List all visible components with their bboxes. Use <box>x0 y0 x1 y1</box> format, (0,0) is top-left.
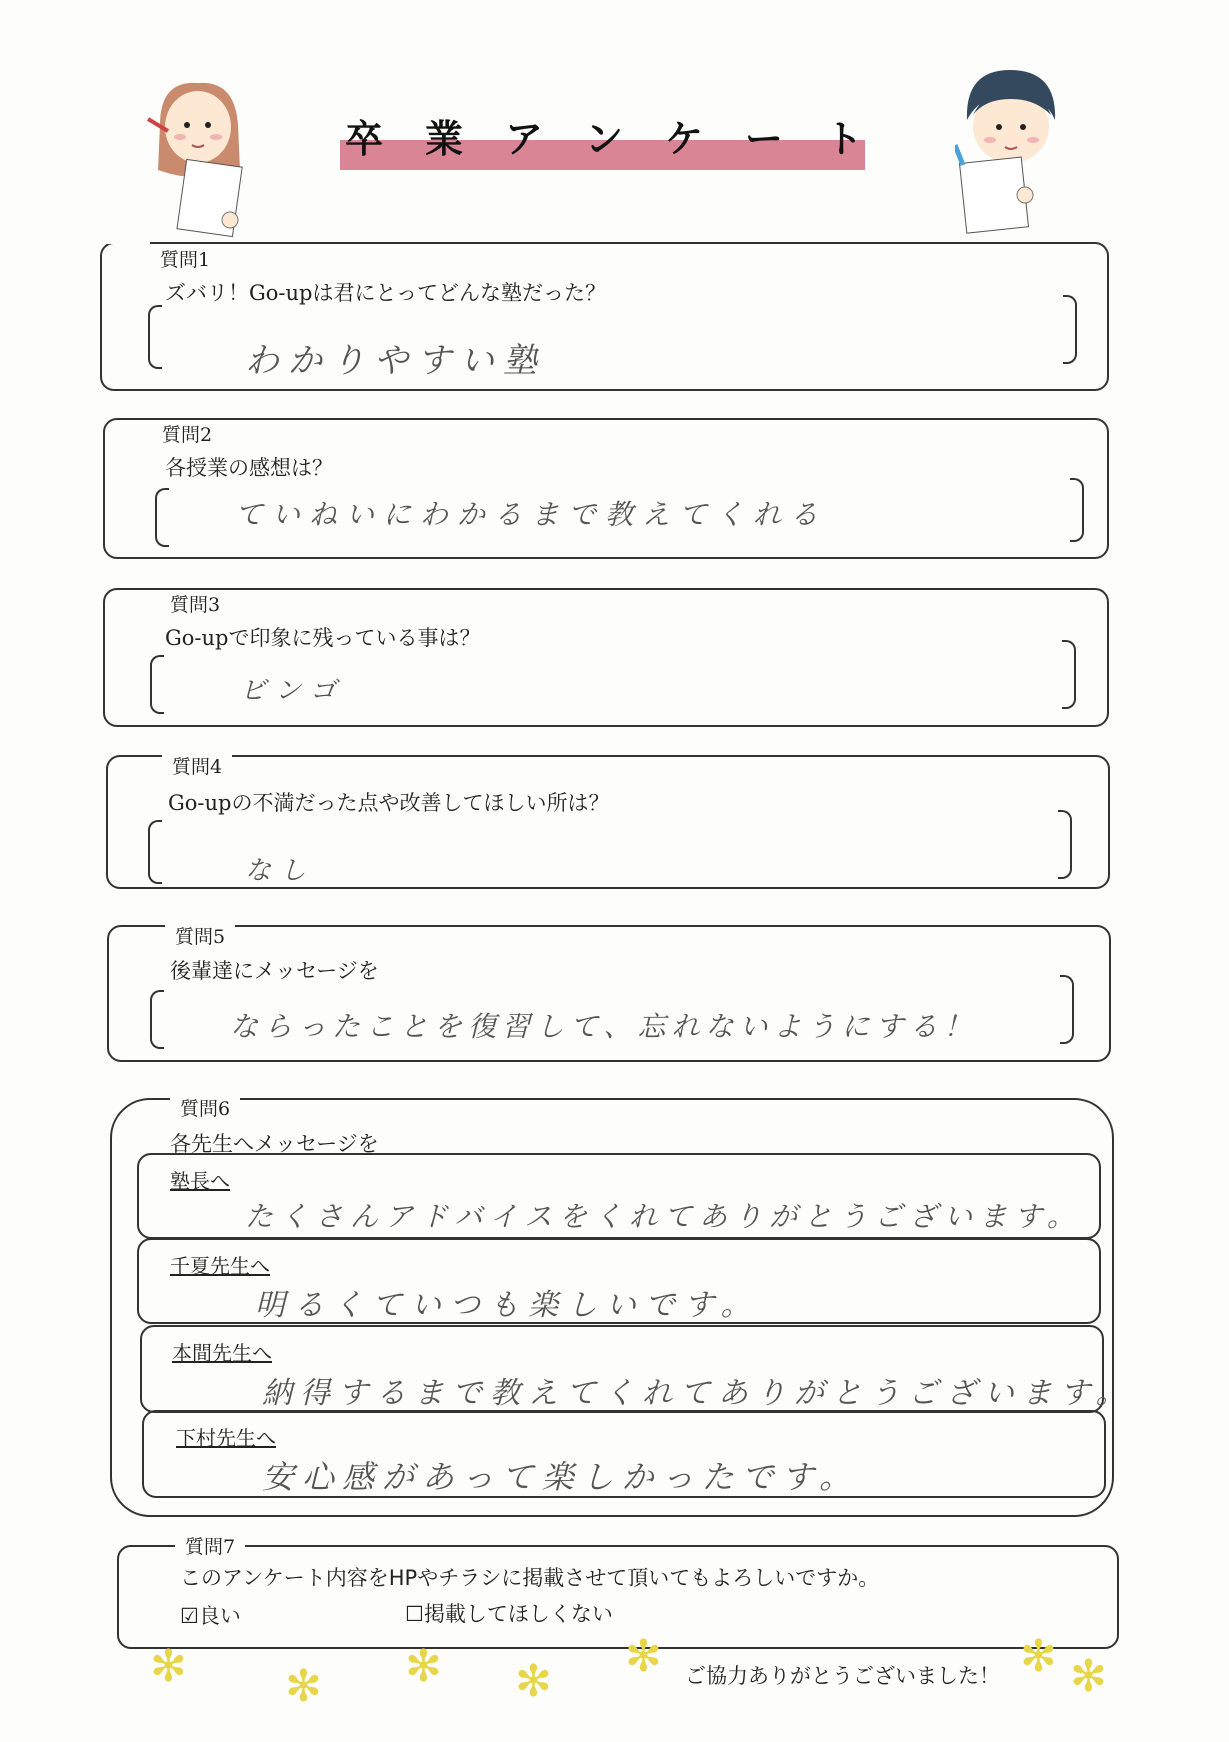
teacher-message: 安心感があって楽しかったです。 <box>262 1458 860 1496</box>
title-char: ン <box>584 117 625 161</box>
boy-illustration <box>955 65 1070 235</box>
header-line <box>100 242 150 244</box>
checkbox-checked-icon[interactable]: ☑ <box>180 1604 199 1628</box>
question-7-text: このアンケート内容をHPやチラシに掲載させて頂いてもよろしいですか。 <box>180 1566 880 1590</box>
question-7-box <box>117 1545 1119 1649</box>
girl-illustration <box>140 75 260 240</box>
flower-icon: ✻ <box>150 1641 187 1692</box>
teacher-message: 明るくていつも楽しいです。 <box>255 1288 760 1323</box>
answer-bracket-right <box>1062 640 1076 709</box>
answer-bracket-right <box>1058 810 1072 879</box>
flower-icon: ✻ <box>285 1661 322 1712</box>
teacher-label: 千夏先生へ <box>170 1254 270 1278</box>
teacher-label: 下村先生へ <box>176 1426 276 1450</box>
title-char: 卒 <box>345 117 386 161</box>
question-4-answer: なし <box>245 856 316 886</box>
question-4-text: Go-upの不満だった点や改善してほしい所は？ <box>168 791 610 815</box>
consent-yes-option[interactable] <box>180 1600 241 1630</box>
answer-bracket-left <box>148 305 162 369</box>
question-7-number: 質問7 <box>175 1532 245 1559</box>
question-1-number: 質問1 <box>150 245 220 272</box>
answer-bracket-left <box>148 820 162 884</box>
flower-icon: ✻ <box>1020 1631 1057 1682</box>
question-5-text: 後輩達にメッセージを <box>170 959 379 983</box>
flower-icon: ✻ <box>405 1641 442 1692</box>
answer-bracket-right <box>1060 975 1074 1044</box>
checkbox-icon[interactable]: ☐ <box>405 1602 424 1626</box>
answer-bracket-right <box>1070 478 1084 542</box>
teacher-label: 本間先生へ <box>172 1341 272 1365</box>
question-4-number: 質問4 <box>162 752 232 779</box>
question-2-number: 質問2 <box>152 420 222 447</box>
thanks-message: ご協力ありがとうございました！ <box>685 1664 1000 1688</box>
answer-bracket-left <box>155 488 169 547</box>
question-2-answer: ていねいにわかるまで教えてくれる <box>235 498 828 531</box>
question-3-answer: ビンゴ <box>240 676 346 706</box>
question-3-number: 質問3 <box>160 590 230 617</box>
answer-bracket-right <box>1063 295 1077 364</box>
title-char: ア <box>504 117 545 161</box>
title-char: ー <box>744 117 785 161</box>
question-2-box <box>103 418 1109 559</box>
question-1-text: ズバリ！Go-upは君にとってどんな塾だった？ <box>165 281 607 305</box>
answer-bracket-left <box>150 655 164 714</box>
teacher-message: 納得するまで教えてくれてありがとうございます。 <box>262 1376 1134 1411</box>
page-title <box>345 108 865 161</box>
flower-icon: ✻ <box>515 1656 552 1707</box>
question-2-text: 各授業の感想は？ <box>165 456 333 480</box>
flower-icon: ✻ <box>625 1631 662 1682</box>
question-3-text: Go-upで印象に残っている事は？ <box>165 626 481 650</box>
question-6-number: 質問6 <box>170 1094 240 1121</box>
option-no-label: 掲載してほしくない <box>423 1602 613 1626</box>
question-5-answer: ならったことを復習して、忘れないようにする！ <box>230 1010 978 1043</box>
consent-no-option[interactable] <box>405 1598 613 1628</box>
flower-icon: ✻ <box>1070 1651 1107 1702</box>
question-6-text: 各先生へメッセージを <box>170 1132 379 1156</box>
title-char: ケ <box>664 117 705 161</box>
answer-bracket-left <box>150 990 164 1049</box>
title-char: 業 <box>424 117 465 161</box>
question-5-number: 質問5 <box>165 922 235 949</box>
option-yes-label: 良い <box>198 1604 241 1628</box>
question-1-answer: わかりやすい塾 <box>245 341 546 381</box>
teacher-message: たくさんアドバイスをくれてありがとうございます。 <box>245 1200 1082 1233</box>
teacher-label: 塾長へ <box>170 1169 230 1193</box>
title-char: ト <box>824 117 865 161</box>
